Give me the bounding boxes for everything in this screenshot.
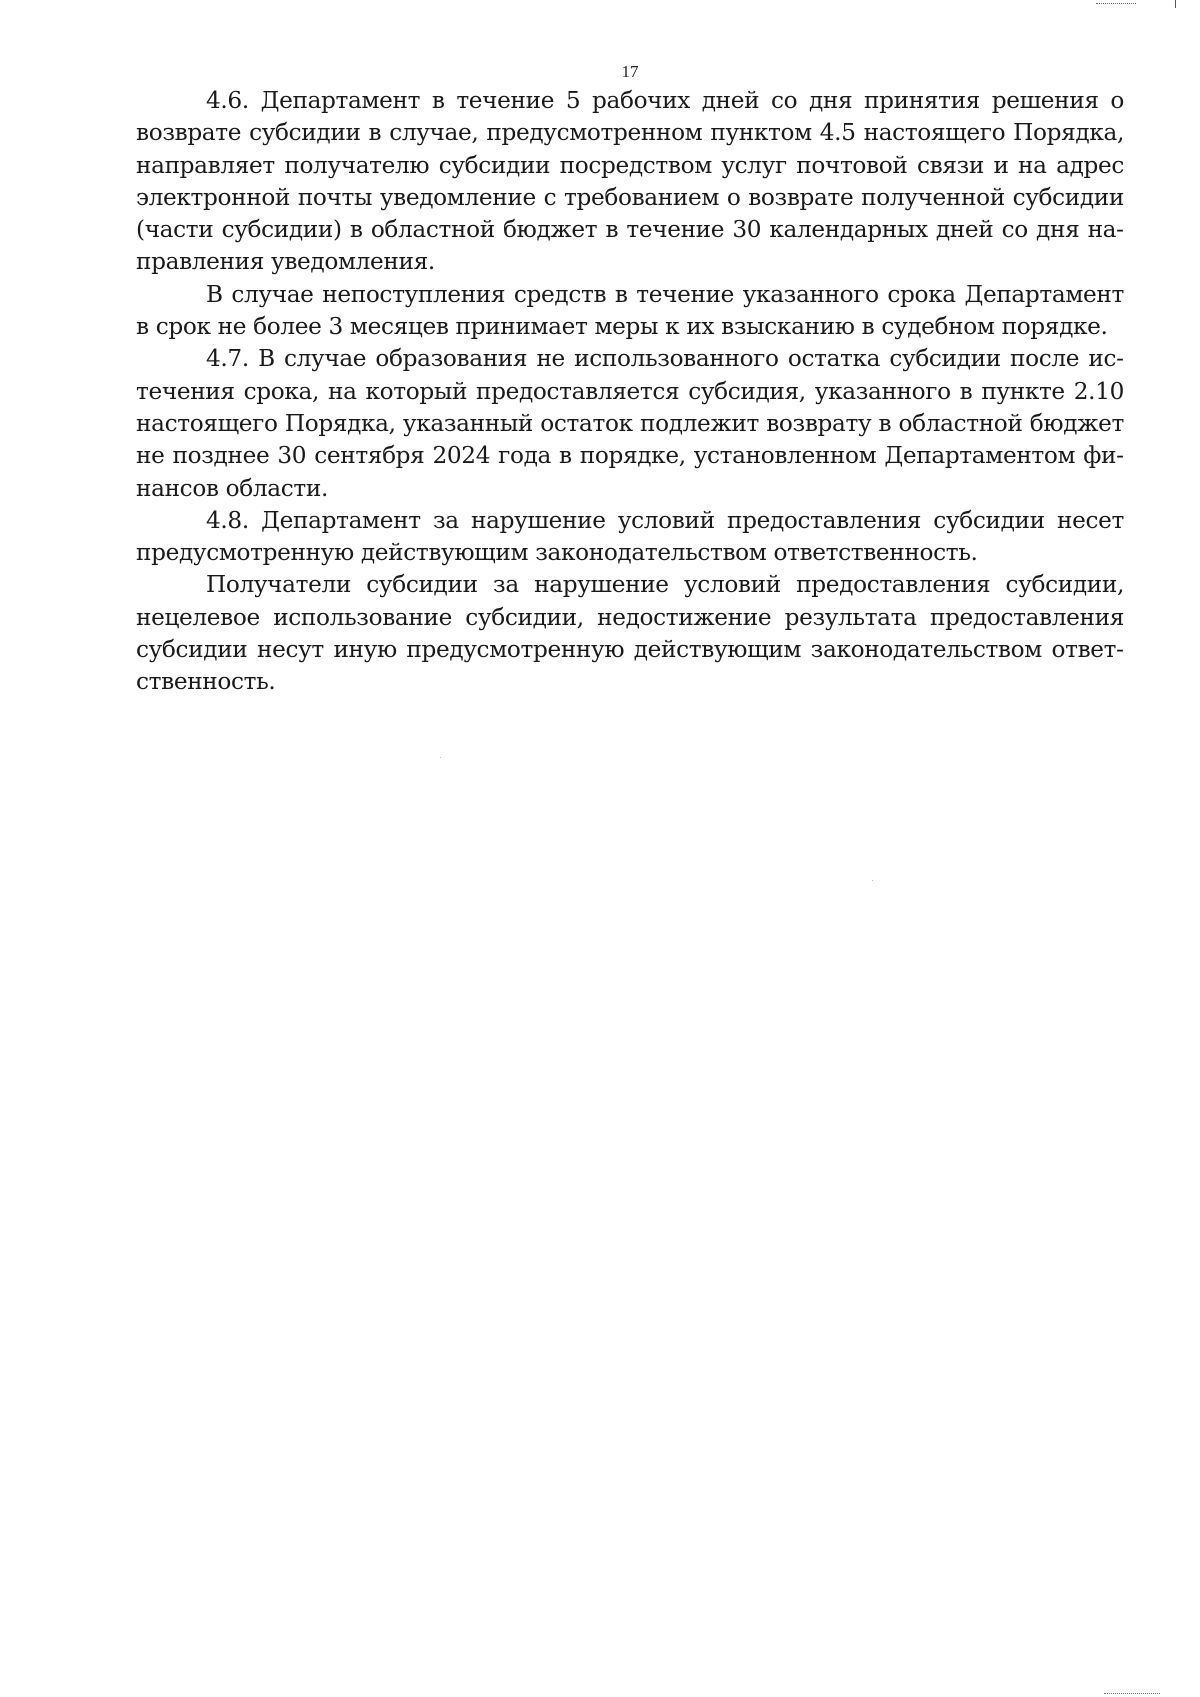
- paragraph-4-6-continuation: В случае непоступления средств в течение указанного срока Департамент в срок не более 3 месяцев принимает меры к их взысканию в судебном порядке.: [136, 280, 1124, 341]
- document-body: [136, 85, 1124, 699]
- scan-speck: [440, 757, 441, 758]
- paragraph-4-8-continuation: Получатели субсидии за нарушение условий предоставления субсидии, нецелевое использование субсидии, недостижение результата предоставления субсидии несут иную предусмотренную действующим законодательством ответственность.: [136, 571, 1124, 696]
- paragraph-4-7: 4.7. В случае образования не использованного остатка субсидии после истечения срока, на который предоставляется субсидия, указанного в пункте 2.10 настоящего Порядка, указанный остаток подлежит возврату в областной бюджет не позднее 30 сентября 2024 года в порядке, установленном Департаментом финансов области.: [136, 345, 1124, 502]
- scan-edge-bar: [1175, 0, 1176, 8]
- scan-edge-mark: [1060, 0, 1200, 8]
- page-number: 17: [621, 62, 639, 81]
- scan-speck: [872, 880, 873, 881]
- scan-edge-ticks-bottom: [1104, 1693, 1160, 1697]
- paragraph-4-8: 4.8. Департамент за нарушение условий предоставления субсидии несет предусмотренную действующим законодательством ответственность.: [136, 506, 1124, 567]
- scan-edge-mark-bottom: [1080, 1689, 1200, 1697]
- scan-edge-ticks: [1096, 0, 1136, 4]
- paragraph-4-6: 4.6. Департамент в течение 5 рабочих дней со дня принятия решения о возврате субсидии в случае, предусмотренном пунктом 4.5 настоящего Порядка, направляет получателю субсидии посредством услуг почтовой связи и на адрес электронной почты уведомление с требованием о возврате полученной субсидии (части субсидии) в областной бюджет в течение 30 календарных дней со дня направления уведомления.: [136, 87, 1124, 276]
